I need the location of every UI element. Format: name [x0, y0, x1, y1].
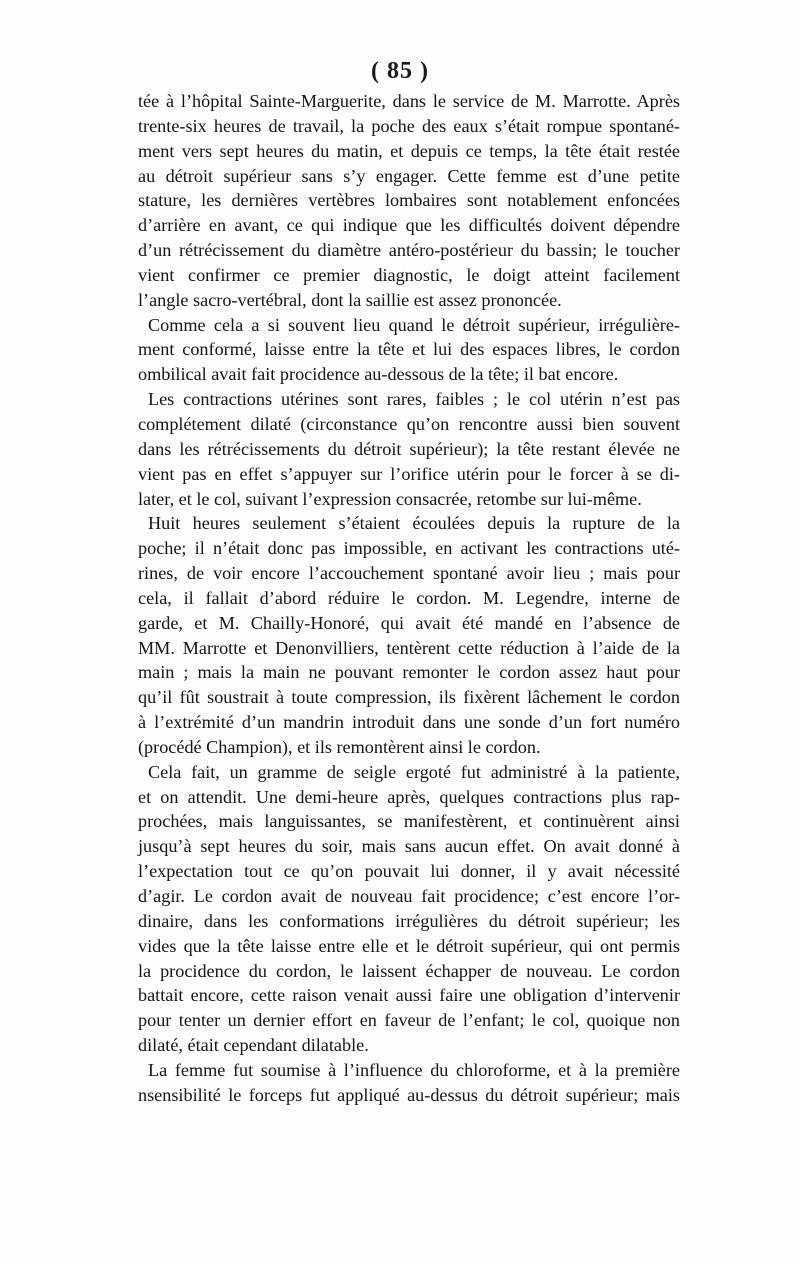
text-line: Huit heures seulement s’étaient écoulées depuis la rupture de la	[148, 513, 680, 534]
text-line: (procédé Champion), et ils remontèrent ainsi le cordon.	[138, 736, 541, 757]
text-line: tée à l’hôpital Sainte-Marguerite, dans le service de M. Marrotte. Après	[138, 91, 680, 111]
text-line: cela, il fallait d’abord réduire le cordon. M. Legendre, interne de	[138, 587, 680, 608]
text-line: vient confirmer ce premier diagnostic, le doigt atteint facilement	[138, 264, 680, 285]
text-line: garde, et M. Chailly-Honoré, qui avait été mandé en l’absence de	[138, 612, 680, 633]
text-line: l’expectation tout ce qu’on pouvait lui donner, il y avait nécessité	[138, 861, 680, 882]
text-line: battait encore, cette raison venait aussi faire une obligation d’intervenir	[138, 985, 680, 1006]
text-line: et on attendit. Une demi-heure après, quelques contractions plus rap-	[138, 786, 680, 807]
text-line: qu’il fût soustrait à toute compression, ils fixèrent lâchement le cordon	[138, 687, 680, 708]
text-line: main ; mais la main ne pouvant remonter le cordon assez haut pour	[138, 662, 680, 683]
text-line: Cela fait, un gramme de seigle ergoté fut administré à la patiente,	[148, 761, 680, 782]
text-line: d’un rétrécissement du diamètre antéro-postérieur du bassin; le toucher	[138, 240, 680, 261]
text-line: rines, de voir encore l’accouchement spontané avoir lieu ; mais pour	[138, 563, 680, 584]
text-line: complétement dilaté (circonstance qu’on rencontre aussi bien souvent	[138, 413, 680, 434]
text-line: prochées, mais languissantes, se manifestèrent, et continuèrent ainsi	[138, 811, 680, 832]
text-line: poche; il n’était donc pas impossible, en activant les contractions uté-	[138, 538, 680, 559]
text-line: dilaté, était cependant dilatable.	[138, 1035, 369, 1056]
text-line: vides que la tête laisse entre elle et le détroit supérieur, qui ont permis	[138, 935, 680, 956]
text-line: dinaire, dans les conformations irrégulières du détroit supérieur; les	[138, 910, 680, 931]
text-line: Les contractions utérines sont rares, faibles ; le col utérin n’est pas	[148, 389, 680, 410]
text-line: d’agir. Le cordon avait de nouveau fait procidence; c’est encore l’or-	[138, 886, 680, 906]
text-line: later, et le col, suivant l’expression consacrée, retombe sur lui-même.	[138, 488, 642, 509]
text-line: ment conformé, laisse entre la tête et lui des espaces libres, le cordon	[138, 339, 680, 360]
text-line: jusqu’à sept heures du soir, mais sans aucun effet. On avait donné à	[138, 836, 680, 857]
text-line: ment vers sept heures du matin, et depuis ce temps, la tête était restée	[138, 140, 680, 161]
text-line: stature, les dernières vertèbres lombaires sont notablement enfoncées	[138, 190, 680, 211]
text-line: La femme fut soumise à l’influence du chloroforme, et à la première	[148, 1059, 680, 1080]
text-line: l’angle sacro-vertébral, dont la saillie est assez prononcée.	[138, 289, 562, 310]
text-line: dans les rétrécissements du détroit supérieur); la tête restant élevée ne	[138, 438, 680, 459]
text-line: ombilical avait fait procidence au-dessous de la tête; il bat encore.	[138, 364, 619, 385]
text-line: d’arrière en avant, ce qui indique que les difficultés doivent dépendre	[138, 215, 680, 236]
text-line: à l’extrémité d’un mandrin introduit dans une sonde d’un fort numéro	[138, 712, 680, 733]
text-line: trente-six heures de travail, la poche des eaux s’était rompue spontané-	[138, 115, 680, 136]
text-line: pour tenter un dernier effort en faveur de l’enfant; le col, quoique non	[138, 1010, 680, 1031]
text-line: vient pas en effet s’appuyer sur l’orifice utérin pour le forcer à se di-	[138, 463, 680, 484]
body-text	[138, 89, 680, 1108]
text-line: MM. Marrotte et Denonvilliers, tentèrent cette réduction à l’aide de la	[138, 637, 680, 658]
text-line: la procidence du cordon, le laissent échapper de nouveau. Le cordon	[138, 960, 680, 981]
text-line: au détroit supérieur sans s’y engager. Cette femme est d’une petite	[138, 165, 680, 186]
page-number: ( 85 )	[371, 58, 429, 84]
text-line: nsensibilité le forceps fut appliqué au-dessus du détroit supérieur; mais	[138, 1084, 680, 1105]
text-line: Comme cela a si souvent lieu quand le détroit supérieur, irrégulière-	[148, 314, 680, 335]
